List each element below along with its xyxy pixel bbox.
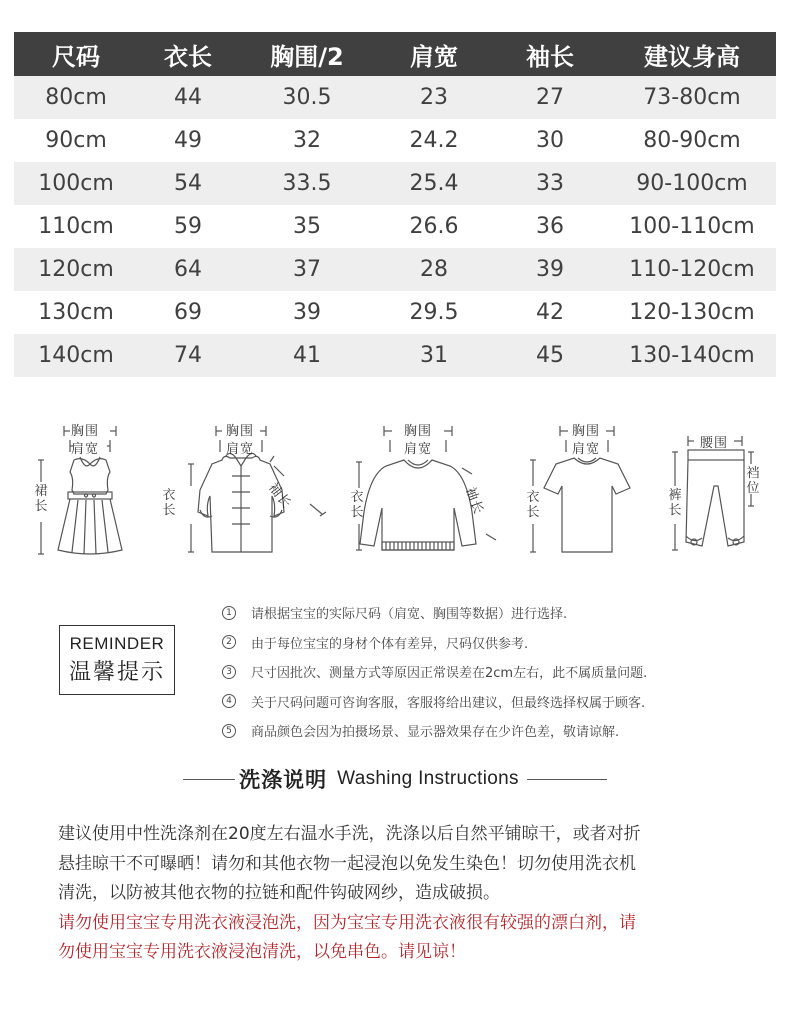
reminder-note [222, 628, 782, 658]
coat-sleeve-label: 袖长 [265, 480, 295, 512]
table-row [14, 291, 776, 334]
tshirt-chest-label: 胸围 [572, 424, 601, 439]
cell-size: 100cm [38, 171, 114, 196]
note-number-badge: 4 [222, 694, 236, 708]
pants-diagram [662, 412, 782, 562]
table-row [14, 119, 776, 162]
table-row [14, 162, 776, 205]
cell-sleeve: 39 [536, 257, 564, 282]
table-row [14, 205, 776, 248]
cell-shoulder: 24.2 [409, 128, 459, 153]
sweater-length-label: 衣长 [350, 490, 364, 520]
size-table [14, 32, 776, 377]
cell-sleeve: 42 [536, 300, 564, 325]
dress-chest-label: 胸围 [71, 424, 100, 439]
note-text: 关于尺码问题可咨询客服，客服将给出建议，但最终选择权属于顾客. [251, 695, 646, 711]
header-length: 衣长 [164, 42, 212, 71]
cell-height: 80-90cm [643, 128, 741, 153]
cell-size: 130cm [38, 300, 114, 325]
note-number-badge: 2 [222, 635, 236, 649]
cell-sleeve: 27 [536, 85, 564, 110]
garment-diagrams [0, 412, 790, 562]
cell-size: 80cm [45, 85, 107, 110]
note-number-badge: 1 [222, 606, 236, 620]
washing-text-line: 建议使用中性洗涤剂在20度左右温水手洗，洗涤以后自然平铺晾干，或者对折 [58, 824, 641, 844]
header-shoulder: 肩宽 [410, 42, 458, 71]
cell-chest: 39 [293, 300, 321, 325]
note-number-badge: 5 [222, 724, 236, 738]
cell-size: 110cm [38, 214, 114, 239]
cell-height: 120-130cm [629, 300, 755, 325]
table-row [14, 248, 776, 291]
washing-instructions [58, 820, 748, 968]
sweater-shoulder-label: 肩宽 [404, 442, 433, 457]
dress-shoulder-label: 肩宽 [71, 442, 100, 457]
cell-shoulder: 23 [420, 85, 448, 110]
reminder-note [222, 687, 782, 717]
size-table-header [14, 32, 776, 76]
cell-height: 90-100cm [636, 171, 748, 196]
cell-shoulder: 31 [420, 343, 448, 368]
cell-length: 64 [174, 257, 202, 282]
cell-length: 74 [174, 343, 202, 368]
size-table-body [14, 76, 776, 377]
washing-text-line: 清洗，以防被其他衣物的拉链和配件钩破网纱，造成破损。 [58, 883, 500, 903]
washing-text-line: 悬挂晾干不可曝晒！请勿和其他衣物一起浸泡以免发生染色！切勿使用洗衣机 [58, 853, 636, 874]
cell-length: 49 [174, 128, 202, 153]
sweater-diagram [340, 412, 510, 562]
washing-title-en: Washing Instructions [337, 768, 519, 789]
reminder-title-en: REMINDER [69, 634, 165, 653]
reminder-note [222, 657, 782, 687]
cell-chest: 33.5 [282, 171, 332, 196]
cell-shoulder: 29.5 [409, 300, 459, 325]
cell-sleeve: 30 [536, 128, 564, 153]
cell-chest: 41 [293, 343, 321, 368]
cell-height: 100-110cm [629, 214, 755, 239]
cell-size: 140cm [38, 343, 114, 368]
reminder-notes [222, 598, 782, 746]
header-chest: 胸围/2 [270, 42, 344, 71]
table-row [14, 334, 776, 377]
note-text: 尺寸因批次、测量方式等原因正常误差在2cm左右，此不属质量问题. [251, 666, 648, 682]
coat-diagram [160, 412, 335, 562]
cell-length: 59 [174, 214, 202, 239]
cell-shoulder: 25.4 [409, 171, 459, 196]
cell-length: 69 [174, 300, 202, 325]
cell-sleeve: 36 [536, 214, 564, 239]
reminder-note [222, 716, 782, 746]
tshirt-length-label: 衣长 [526, 490, 540, 520]
cell-sleeve: 45 [536, 343, 564, 368]
washing-warning-line: 勿使用宝宝专用洗衣液浸泡清洗，以免串色。请见谅！ [58, 942, 466, 962]
dress-length-label: 裙长 [34, 484, 48, 514]
washing-title-cn: 洗涤说明 [239, 768, 328, 792]
coat-chest-label: 胸围 [226, 424, 255, 439]
note-text: 由于每位宝宝的身材个体有差异，尺码仅供参考. [251, 636, 529, 652]
header-size: 尺码 [52, 42, 100, 71]
cell-height: 130-140cm [629, 343, 755, 368]
washing-warning-line: 请勿使用宝宝专用洗衣液浸泡洗，因为宝宝专用洗衣液很有较强的漂白剂，请 [58, 912, 636, 933]
sweater-sleeve-label: 袖长 [462, 485, 486, 517]
table-row [14, 76, 776, 119]
pants-length-label: 裤长 [668, 488, 682, 518]
cell-length: 44 [174, 85, 202, 110]
dress-diagram [30, 412, 150, 562]
washing-title-divider-right [527, 779, 607, 780]
pants-waist-label: 腰围 [700, 436, 729, 451]
cell-chest: 30.5 [282, 85, 332, 110]
washing-title [0, 762, 790, 796]
tshirt-shoulder-label: 肩宽 [572, 442, 601, 457]
cell-chest: 35 [293, 214, 321, 239]
cell-chest: 37 [293, 257, 321, 282]
reminder-title-cn: 温馨提示 [68, 660, 165, 685]
header-height: 建议身高 [644, 42, 740, 71]
sweater-chest-label: 胸围 [404, 424, 433, 439]
cell-shoulder: 26.6 [409, 214, 459, 239]
coat-shoulder-label: 肩宽 [226, 442, 255, 457]
header-sleeve: 袖长 [526, 42, 574, 71]
note-text: 请根据宝宝的实际尺码（肩宽、胸围等数据）进行选择. [251, 607, 568, 623]
cell-sleeve: 33 [536, 171, 564, 196]
tshirt-diagram [522, 412, 642, 562]
note-number-badge: 3 [222, 665, 236, 679]
cell-height: 110-120cm [629, 257, 755, 282]
cell-chest: 32 [293, 128, 321, 153]
reminder-box [59, 625, 175, 695]
washing-title-divider-left [183, 779, 235, 780]
cell-size: 120cm [38, 257, 114, 282]
pants-crotch-label: 裆位 [746, 466, 760, 496]
cell-shoulder: 28 [420, 257, 448, 282]
cell-height: 73-80cm [643, 85, 741, 110]
reminder-note [222, 598, 782, 628]
note-text: 商品颜色会因为拍摄场景、显示器效果存在少许色差，敬请谅解. [251, 725, 620, 741]
cell-length: 54 [174, 171, 202, 196]
cell-size: 90cm [45, 128, 107, 153]
coat-length-label: 衣长 [162, 488, 176, 518]
